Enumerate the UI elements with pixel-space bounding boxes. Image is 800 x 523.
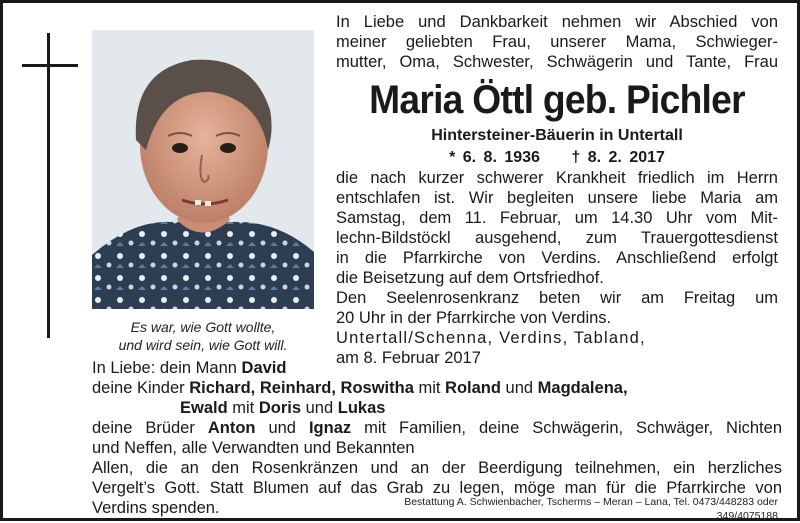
quote-line: und wird sein, wie Gott will. [118, 337, 288, 353]
intro-line: In Liebe und Dankbarkeit nehmen wir Abschied von [336, 13, 778, 31]
intro-line: meiner geliebten Frau, unserer Mama, Schwieger- [336, 33, 778, 51]
details-line: Den Seelenrosenkranz beten wir am Freitag um [336, 289, 778, 307]
birth-date: * 6. 8. 1936 [449, 149, 540, 166]
details-line: lechn-Bildstöckl ausgehend, zum Trauergottesdienst [336, 229, 778, 247]
details-line: die nach kurzer schwerer Krankheit friedlich im Herrn [336, 169, 778, 187]
mourner-children: deine Kinder Richard, Reinhard, Roswitha mit Roland und Magdalena, [92, 379, 628, 397]
quote-line: Es war, wie Gott wollte, [130, 319, 276, 335]
thanks-line: Vergelt’s Gott. Statt Blumen auf das Grab zu legen, möge man für die Pfarrkirche von [92, 479, 782, 497]
details-line: in die Pfarrkirche von Verdins. Anschließend erfolgt [336, 249, 778, 267]
mourner-relatives: und Neffen, alle Verwandten und Bekannten [92, 439, 415, 457]
death-date: † 8. 2. 2017 [571, 149, 665, 166]
deceased-title: Hintersteiner-Bäuerin in Untertall [431, 127, 683, 144]
mourner-children-cont: Ewald mit Doris und Lukas [180, 399, 386, 417]
intro-text [336, 12, 778, 72]
details-line: 20 Uhr in der Pfarrkirche von Verdins. [336, 309, 612, 327]
life-dates [336, 148, 778, 168]
location-line: Untertall/Schenna, Verdins, Tabland, [336, 329, 646, 347]
mourner-husband: In Liebe: dein Mann David [92, 359, 287, 377]
details-line: Samstag, dem 11. Februar, um 14.30 Uhr vom Mit- [336, 209, 778, 227]
funeral-home-credit: Bestattung A. Schwienbacher, Tscherms – Meran – Lana, Tel. 0473/448283 oder 349/4075188 [404, 496, 778, 522]
funeral-details [336, 168, 778, 368]
details-line: die Beisetzung auf dem Ortsfriedhof. [336, 269, 604, 287]
mourner-brothers: deine Brüder Anton und Ignaz mit Familien, deine Schwägerin, Schwäger, Nichten [92, 419, 782, 437]
mourners-list [92, 358, 782, 518]
thanks-line: Verdins spenden. [92, 499, 220, 517]
portrait-photo [92, 30, 314, 309]
details-line: entschlafen ist. Wir begleiten unsere liebe Maria am [336, 189, 778, 207]
cross-icon-bar [22, 64, 78, 67]
deceased-name: Maria Öttl geb. Pichler [369, 78, 745, 122]
memorial-quote [92, 318, 314, 354]
notice-date: am 8. Februar 2017 [336, 349, 481, 367]
thanks-line: Allen, die an den Rosenkränzen und an der Beerdigung teilnehmen, ein herzliches [92, 459, 782, 477]
cross-icon [47, 33, 50, 338]
intro-line: mutter, Oma, Schwester, Schwägerin und Tante, Frau [336, 53, 778, 71]
